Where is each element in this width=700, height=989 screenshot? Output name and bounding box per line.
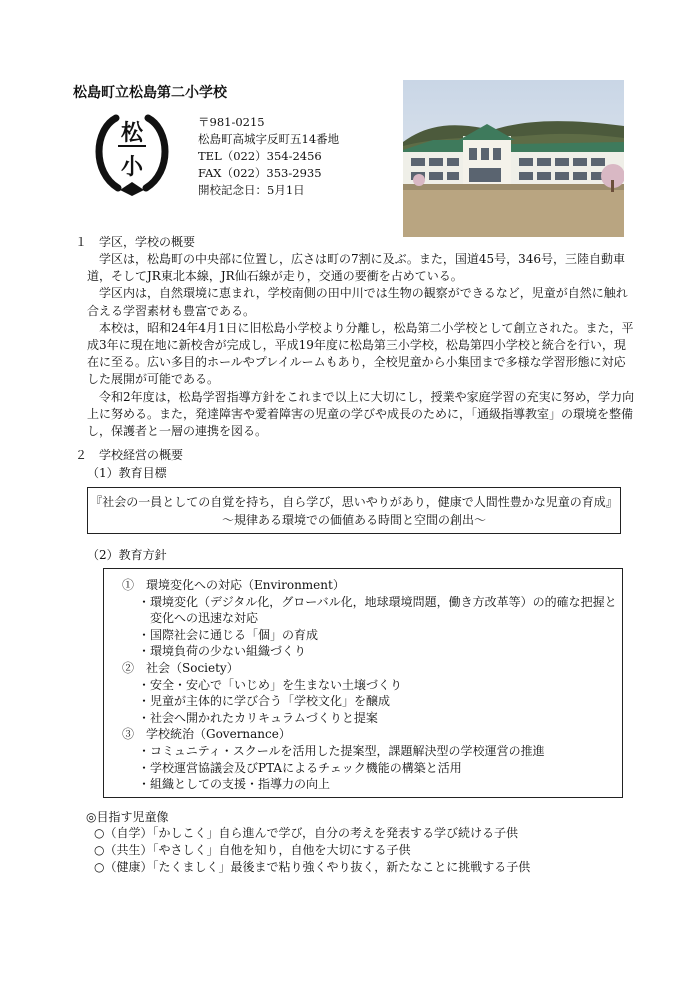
address: 松島町高城字反町五14番地 [198,132,340,146]
contact-block [198,114,339,199]
fax: FAX（022）353-2935 [198,166,322,180]
ideal-student-heading: ◎目指す児童像 [86,810,169,824]
education-goal-line-1: 『社会の一員としての自覚を持ち，自ら学び，思いやりがあり，健康で人間性豊かな児童の育成』 [90,495,618,509]
tel: TEL（022）354-2456 [198,149,322,163]
policy-item: ・環境変化（デジタル化，グローバル化，地球環境問題，働き方改革等）の的確な把握と [138,594,617,609]
policy-item: ・社会へ開かれたカリキュラムづくりと提案 [138,710,378,725]
school-emblem-icon [86,110,178,200]
section2-heading: ２ 学校経営の概要 [75,448,184,462]
school-building-photo [403,80,624,237]
ideal-student-item: ○（健康）「たくましく」最後まで粘り強くやり抜く，新たなことに挑戦する子供 [94,860,531,874]
section1-paragraph-3: 本校は，昭和24年4月1日に旧松島小学校より分離し，松島第二小学校として創立された。また，平成3年に現在地に新校舎が完成し，平成19年度に松島第三小学校，松島第四小学校と統合を行い，現在に至る。広い多目的ホールやプレイルームもあり，全校児童から小集団まで多様な学習形態に対応した展開が可能である。 [87,320,634,387]
section1-heading: １ 学区，学校の概要 [75,235,196,249]
section1-paragraph-4: 令和2年度は，松島学習指導方針をこれまで以上に大切にし，授業や家庭学習の充実に努め，学力向上に努める。また，発達障害や愛着障害の児童の学びや成長のために，「通級指導教室」の環境を整備し，保護者と一層の連携を図る。 [87,389,635,439]
policy-environment [122,577,622,660]
education-goal-line-2: ～規律ある環境での価値ある時間と空間の創出～ [221,513,486,527]
policy-governance [122,726,622,792]
education-goal-box [87,487,621,534]
policy-item: ・組織としての支援・指導力の向上 [138,777,331,792]
policy-item: ・学校運営協議会及びPTAによるチェック機能の構築と活用 [138,760,462,775]
policy-item: 変化への迅速な対応 [138,611,259,626]
education-policy-box [103,568,623,798]
ideal-student-item: ○（自学）「かしこく」自ら進んで学び，自分の考えを発表する学び続ける子供 [94,826,518,840]
section1-paragraph-2: 学区内は，自然環境に恵まれ，学校南側の田中川では生物の観察ができるなど，児童が自然に触れ合える学習素材も豊富である。 [87,286,628,318]
ideal-student-item: ○（共生）「やさしく」自他を知り，自他を大切にする子供 [94,843,411,857]
policy-title: ③ 学校統治（Governance） [122,727,291,742]
policy-society [122,660,622,726]
policy-item: ・児童が主体的に学び合う「学校文化」を醸成 [138,694,391,709]
policy-title: ① 環境変化への対応（Environment） [122,578,345,592]
policy-item: ・国際社会に通じる「個」の育成 [138,627,319,642]
ideal-student-list [94,825,530,876]
policy-item: ・環境負荷の少ない組織づくり [138,644,307,659]
postal-code: 〒981-0215 [198,115,265,129]
education-goal-heading: （1）教育目標 [87,466,167,480]
policy-title: ② 社会（Society） [122,660,239,675]
section-school-district [75,233,635,440]
education-policy-heading: （2）教育方針 [87,548,167,562]
founding-day: 開校記念日：5月1日 [198,183,305,197]
emblem-char-bottom: 小 [120,155,144,180]
school-title: 松島町立松島第二小学校 [73,85,227,101]
section1-paragraph-1: 学区は，松島町の中央部に位置し，広さは町の7割に及ぶ。また，国道45号，346号，三陸自動車道，そしてJR東北本線，JR仙石線が走り，交通の要衝を占めている。 [87,252,626,284]
section-school-management [75,446,635,482]
policy-item: ・安全・安心で「いじめ」を生まない土壌づくり [138,677,403,692]
emblem-char-top: 松 [120,121,144,146]
policy-item: ・コミュニティ・スクールを活用した提案型，課題解決型の学校運営の推進 [138,743,545,758]
